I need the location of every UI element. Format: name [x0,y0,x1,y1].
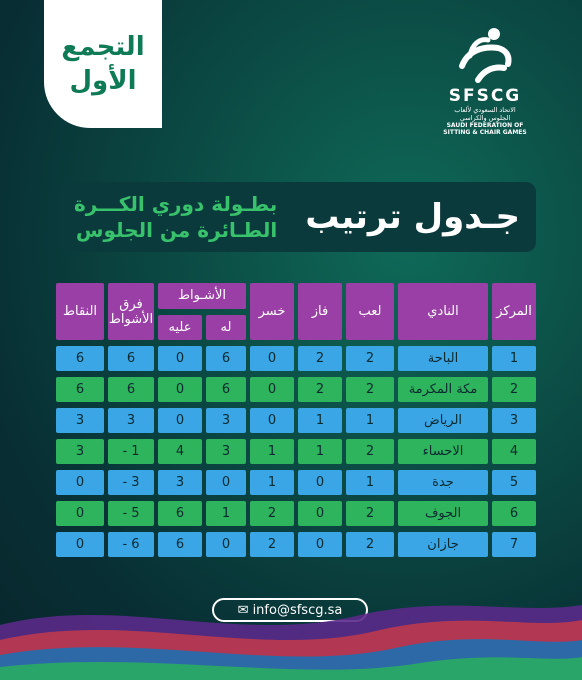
table-row [56,532,536,557]
header-rank: المركز [492,283,536,340]
table-row [56,377,536,402]
cell-club: الجوف [398,501,488,526]
group-badge [44,0,162,128]
cell-sets-for: 6 [206,346,246,371]
cell-set-diff: 6 - [108,532,154,557]
standings-body [56,346,536,557]
cell-lost: 1 [250,439,294,464]
cell-played: 2 [346,439,394,464]
title-banner [58,182,536,252]
cell-sets-against: 6 [158,501,202,526]
page-title: جـدول ترتيب [305,197,520,237]
cell-set-diff: 6 [108,377,154,402]
logo-abbr: SFSCG [448,86,522,106]
cell-lost: 1 [250,470,294,495]
header-points: النقاط [56,283,104,340]
cell-points: 6 [56,346,104,371]
logo-name-en-1: SAUDI FEDERATION OF [446,122,524,129]
table-row [56,346,536,371]
table-row [56,470,536,495]
cell-rank: 4 [492,439,536,464]
cell-set-diff: 6 [108,346,154,371]
cell-sets-against: 0 [158,377,202,402]
cell-sets-for: 3 [206,408,246,433]
logo-name-ar-2: الجلوس والكراسي [459,114,511,122]
cell-rank: 5 [492,470,536,495]
logo-name-ar-1: الاتحاد السعودي لألعاب [454,106,516,114]
email-icon: ✉ [237,602,249,618]
header-played: لعب [346,283,394,340]
cell-won: 0 [298,501,342,526]
group-line1: التجمع [61,32,145,62]
email-text: info@sfscg.sa [252,602,343,618]
cell-lost: 2 [250,501,294,526]
table-row [56,501,536,526]
header-sets: الأشـواط [158,283,246,309]
cell-club: مكة المكرمة [398,377,488,402]
cell-set-diff: 5 - [108,501,154,526]
decorative-waves [0,585,582,680]
header-sets-for: له [206,315,246,341]
cell-club: جازان [398,532,488,557]
header-lost: خسر [250,283,294,340]
cell-points: 0 [56,470,104,495]
subtitle-line2: الطـائرة من الجلوس [75,218,278,242]
cell-rank: 7 [492,532,536,557]
seated-player-icon [454,26,516,84]
header-won: فاز [298,283,342,340]
cell-rank: 2 [492,377,536,402]
cell-won: 0 [298,532,342,557]
cell-rank: 3 [492,408,536,433]
cell-lost: 0 [250,377,294,402]
cell-sets-against: 3 [158,470,202,495]
cell-rank: 6 [492,501,536,526]
cell-points: 0 [56,532,104,557]
table-row [56,439,536,464]
cell-won: 2 [298,346,342,371]
cell-won: 2 [298,377,342,402]
cell-sets-for: 6 [206,377,246,402]
cell-points: 3 [56,408,104,433]
cell-won: 1 [298,439,342,464]
cell-points: 6 [56,377,104,402]
cell-lost: 2 [250,532,294,557]
title-subtitle [74,191,277,243]
standings-table [52,277,540,563]
cell-rank: 1 [492,346,536,371]
cell-played: 1 [346,470,394,495]
cell-club: الرياض [398,408,488,433]
cell-sets-against: 0 [158,346,202,371]
cell-set-diff: 1 - [108,439,154,464]
cell-played: 2 [346,501,394,526]
cell-sets-for: 0 [206,532,246,557]
cell-sets-against: 4 [158,439,202,464]
subtitle-line1: بطـولة دوري الكـــرة [74,192,278,216]
cell-played: 2 [346,346,394,371]
cell-sets-against: 6 [158,532,202,557]
cell-sets-for: 0 [206,470,246,495]
logo-name-en-2: SITTING & CHAIR GAMES [443,129,527,136]
cell-sets-for: 3 [206,439,246,464]
cell-club: جدة [398,470,488,495]
cell-points: 3 [56,439,104,464]
cell-won: 1 [298,408,342,433]
cell-set-diff: 3 [108,408,154,433]
table-row [56,408,536,433]
cell-club: الاحساء [398,439,488,464]
federation-logo [440,26,530,136]
cell-set-diff: 3 - [108,470,154,495]
cell-sets-for: 1 [206,501,246,526]
cell-club: الباحة [398,346,488,371]
group-line2: الأول [69,66,137,96]
header-diff-line1: فرق [119,296,143,312]
cell-won: 0 [298,470,342,495]
cell-played: 2 [346,532,394,557]
header-club: النادي [398,283,488,340]
header-set-diff [108,283,154,340]
cell-points: 0 [56,501,104,526]
cell-lost: 0 [250,408,294,433]
header-sets-against: عليه [158,315,202,341]
cell-sets-against: 0 [158,408,202,433]
cell-played: 2 [346,377,394,402]
cell-played: 1 [346,408,394,433]
cell-lost: 0 [250,346,294,371]
header-diff-line2: الأشواط [108,311,154,327]
